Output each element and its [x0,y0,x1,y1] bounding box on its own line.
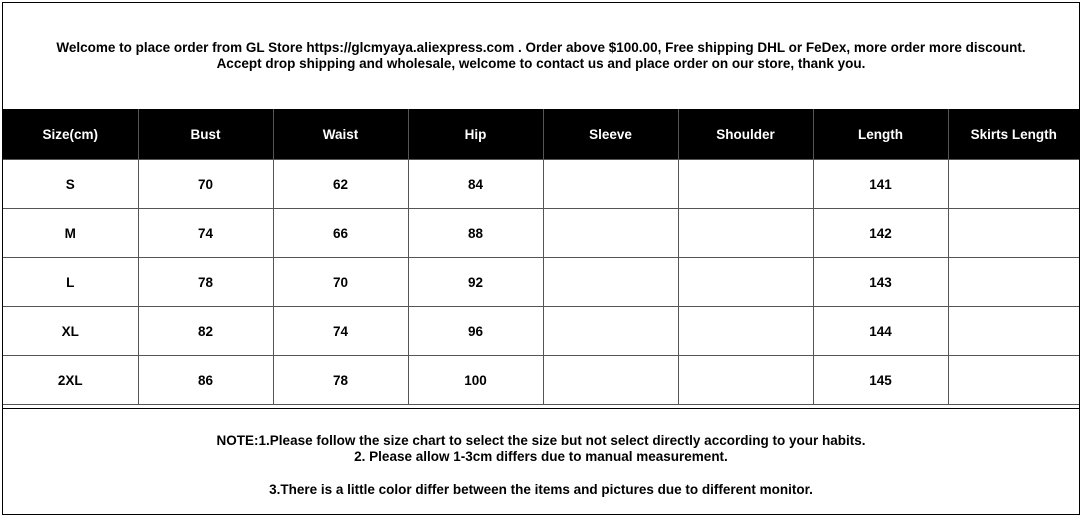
cell-size: XL [3,307,138,356]
cell-shoulder [678,160,813,209]
store-intro [3,3,1079,110]
cell-size: S [3,160,138,209]
size-chart-sheet [2,2,1080,515]
cell-sleeve [543,356,678,405]
column-header-waist: Waist [273,109,408,160]
cell-sleeve [543,307,678,356]
cell-waist: 66 [273,209,408,258]
column-header-bust: Bust [138,109,273,160]
cell-sleeve [543,258,678,307]
cell-shoulder [678,307,813,356]
column-header-skirts-length: Skirts Length [948,109,1079,160]
note-line-1: NOTE:1.Please follow the size chart to select the size but not select directly according to your habits. [216,433,866,448]
cell-length: 141 [813,160,948,209]
table-row [3,258,1079,307]
cell-sleeve [543,209,678,258]
column-header-sleeve: Sleeve [543,109,678,160]
cell-length: 143 [813,258,948,307]
table-row [3,307,1079,356]
cell-waist: 70 [273,258,408,307]
column-header-hip: Hip [408,109,543,160]
cell-bust: 74 [138,209,273,258]
notes-section [3,408,1079,515]
cell-hip: 92 [408,258,543,307]
cell-hip: 100 [408,356,543,405]
table-row [3,160,1079,209]
cell-shoulder [678,356,813,405]
cell-length: 144 [813,307,948,356]
cell-size: 2XL [3,356,138,405]
cell-hip: 96 [408,307,543,356]
cell-skirts-length [948,209,1079,258]
intro-line-2: Accept drop shipping and wholesale, welcome to contact us and place order on our store, thank you. [216,56,866,71]
cell-waist: 62 [273,160,408,209]
cell-sleeve [543,160,678,209]
cell-skirts-length [948,356,1079,405]
table-row [3,356,1079,405]
note-line-3: 3.There is a little color differ between the items and pictures due to different monitor. [269,482,813,497]
cell-shoulder [678,209,813,258]
table-header-row [3,109,1079,160]
cell-hip: 88 [408,209,543,258]
cell-skirts-length [948,160,1079,209]
cell-length: 145 [813,356,948,405]
size-table [3,109,1079,405]
cell-skirts-length [948,307,1079,356]
table-row [3,209,1079,258]
cell-size: M [3,209,138,258]
cell-bust: 82 [138,307,273,356]
column-header-shoulder: Shoulder [678,109,813,160]
cell-hip: 84 [408,160,543,209]
cell-bust: 86 [138,356,273,405]
cell-bust: 70 [138,160,273,209]
column-header-length: Length [813,109,948,160]
cell-size: L [3,258,138,307]
intro-line-1: Welcome to place order from GL Store https://glcmyaya.aliexpress.com . Order above $100.00, Free shipping DHL or FeDex, more order more discount. [56,40,1026,55]
cell-waist: 78 [273,356,408,405]
column-header-size: Size(cm) [3,109,138,160]
cell-bust: 78 [138,258,273,307]
cell-waist: 74 [273,307,408,356]
cell-skirts-length [948,258,1079,307]
cell-length: 142 [813,209,948,258]
note-line-2: 2. Please allow 1-3cm differs due to manual measurement. [354,449,728,464]
cell-shoulder [678,258,813,307]
